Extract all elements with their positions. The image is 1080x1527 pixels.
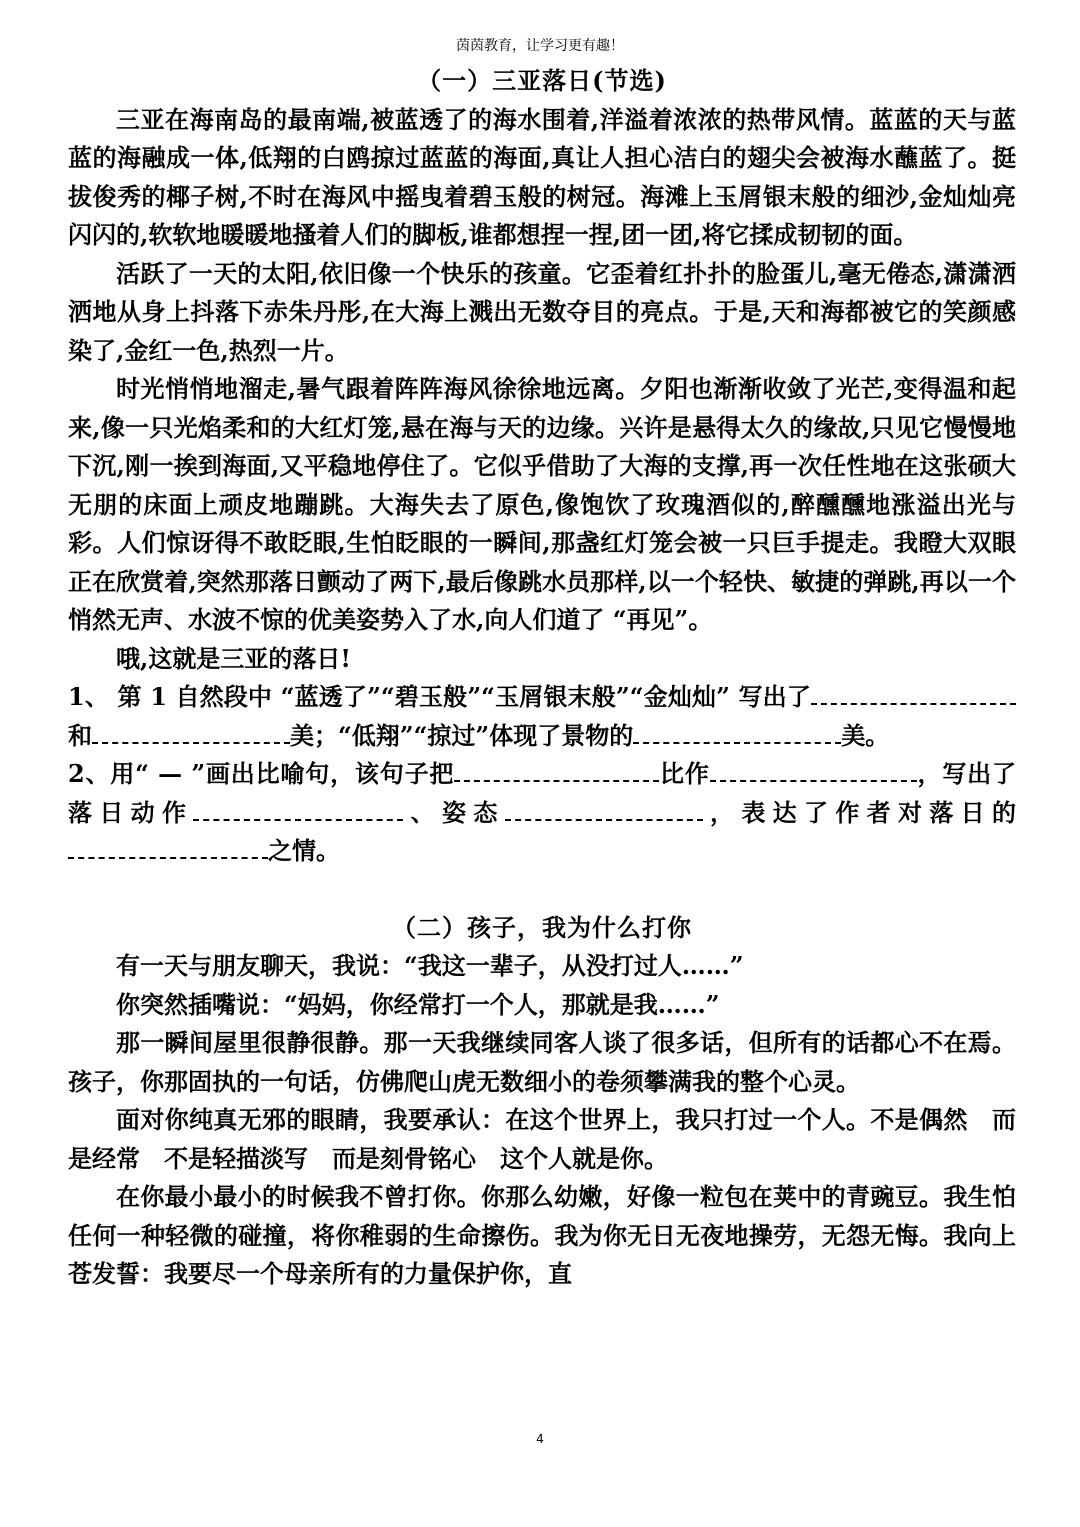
- section-1-paragraph-4: 哦,这就是三亚的落日!: [116, 643, 351, 673]
- section-2-paragraph-4: 面对你纯真无邪的眼睛，我要承认：在这个世界上，我只打过一个人。不是偶然 而是经常 不是轻描淡写 而是刻骨铭心 这个人就是你。: [68, 1105, 1016, 1173]
- question-1-mid-2: 美；“低翔”“掠过”体现了景物的: [290, 720, 634, 750]
- answer-blank[interactable]: [68, 834, 268, 859]
- question-1-end: 美。: [841, 720, 890, 750]
- question-1: [68, 678, 1016, 755]
- question-2-mid-3: 、姿态: [403, 797, 505, 827]
- section-2-paragraph-1: 有一天与朋友聊天，我说：“我这一辈子，从没打过人……”: [116, 951, 744, 980]
- section-spacer: [68, 871, 1016, 909]
- answer-blank[interactable]: [193, 796, 403, 821]
- section-2-paragraph-3: 那一瞬间屋里很静很静。那一天我继续同客人谈了很多话，但所有的话都心不在焉。孩子，你那固执的一句话，仿佛爬山虎无数细小的卷须攀满我的整个心灵。: [68, 1028, 1016, 1096]
- answer-blank[interactable]: [710, 757, 917, 782]
- section-2-paragraph-5: 在你最小最小的时候我不曾打你。你那么幼嫩，好像一粒包在荚中的青豌豆。我生怕任何一种轻微的碰撞，将你稚弱的生命擦伤。我为你无日无夜地操劳，无怨无悔。我向上苍发誓：我要尽一个母亲所有的力量保护你，直: [68, 1182, 1016, 1288]
- section-1-paragraph-3: 时光悄悄地溜走,暑气跟着阵阵海风徐徐地远离。夕阳也渐渐收敛了光芒,变得温和起来,像一只光焰柔和的大红灯笼,悬在海与天的边缘。兴许是悬得太久的缘故,只见它慢慢地下沉,刚一挨到海面,又平稳地停住了。它似乎借助了大海的支撑,再一次任性地在这张硕大无朋的床面上顽皮地蹦跳。大海失去了原色,像饱饮了玫瑰酒似的,醉醺醺地涨溢出光与彩。人们惊讶得不敢眨眼,生怕眨眼的一瞬间,那盏红灯笼会被一只巨手提走。我瞪大双眼正在欣赏着,突然那落日颤动了两下,最后像跳水员那样,以一个轻快、敏捷的弹跳,再以一个悄然无声、水波不惊的优美姿势入了水,向人们道了 “再见”。: [68, 374, 1016, 634]
- answer-blank[interactable]: [811, 680, 1016, 705]
- section-1-paragraph-2: 活跃了一天的太阳,依旧像一个快乐的孩童。它歪着红扑扑的脸蛋儿,毫无倦态,潇潇洒洒地从身上抖落下赤朱丹彤,在大海上溅出无数夺目的亮点。于是,天和海都被它的笑颜感染了,金红一色,热烈一片。: [68, 258, 1016, 365]
- question-2-mid-4: ，表达了作者对落日的: [702, 797, 1017, 827]
- section-1-paragraph-1: 三亚在海南岛的最南端,被蓝透了的海水围着,洋溢着浓浓的热带风情。蓝蓝的天与蓝蓝的海融成一体,低翔的白鸥掠过蓝蓝的海面,真让人担心洁白的翅尖会被海水蘸蓝了。挺拔俊秀的椰子树,不时在海风中摇曳着碧玉般的树冠。海滩上玉屑银末般的细沙,金灿灿亮闪闪的,软软地暖暖地搔着人们的脚板,谁都想捏一捏,团一团,将它揉成韧韧的面。: [68, 104, 1016, 249]
- answer-blank[interactable]: [92, 719, 290, 744]
- answer-blank[interactable]: [505, 796, 703, 821]
- section-2-title: （二）孩子，我为什么打你: [392, 912, 692, 942]
- answer-blank[interactable]: [633, 719, 841, 744]
- question-2-end: 之情。: [268, 836, 340, 865]
- answer-blank[interactable]: [454, 757, 659, 782]
- page-header: 茵茵教育，让学习更有趣！: [456, 38, 624, 54]
- question-1-prefix: 1、 第 1 自然段中 “蓝透了”“碧玉般”“玉屑银末般”“金灿灿” 写出了: [68, 682, 811, 711]
- question-2-mid-1: 比作: [659, 759, 710, 788]
- page-number: 4: [536, 1432, 544, 1446]
- question-1-mid-1: 和: [68, 720, 92, 750]
- question-2-prefix: 2、用“ — ”画出比喻句，该句子把: [68, 759, 455, 788]
- question-2: [68, 755, 1016, 871]
- section-2-paragraph-2: 你突然插嘴说：“妈妈，你经常打一个人，那就是我……”: [116, 989, 720, 1019]
- page-content: [68, 62, 1016, 1294]
- question-2-mid-2: ，写出了落日动作: [68, 759, 1017, 827]
- section-1-title: （一）三亚落日(节选): [417, 66, 667, 95]
